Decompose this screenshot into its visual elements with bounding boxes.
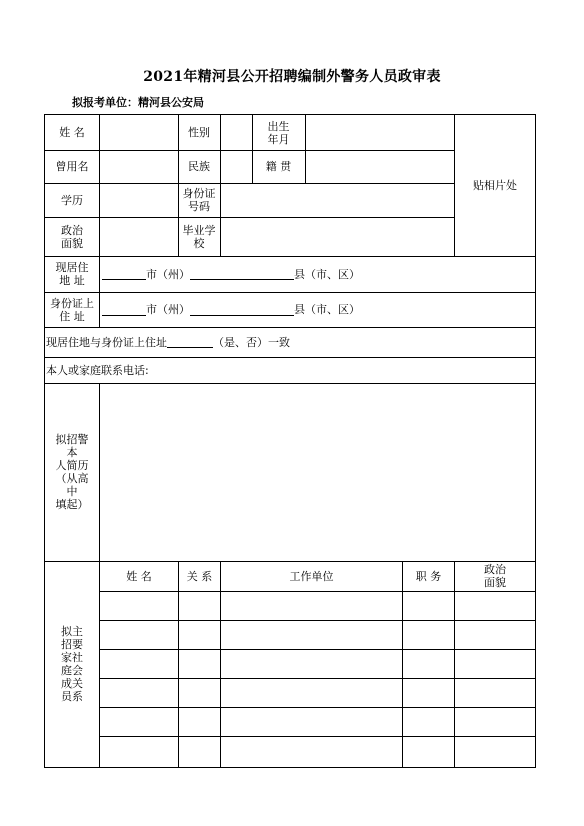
form-title: 2021年精河县公开招聘编制外警务人员政审表 xyxy=(143,69,441,85)
photo-area: 贴相片处 xyxy=(473,179,517,192)
county-suffix: 县（市、区） xyxy=(294,267,360,281)
family-row[interactable] xyxy=(100,592,535,620)
id-address-label: 身份证上 住 址 xyxy=(50,296,94,323)
id-number-label: 身份证 号码 xyxy=(182,187,216,213)
family-header-relation: 关 系 xyxy=(186,569,213,583)
address-consistency-row xyxy=(45,327,535,357)
applying-unit-label: 拟报考单位：精河县公安局 xyxy=(72,96,204,109)
gender-label: 性别 xyxy=(188,126,210,139)
county-suffix: 县（市、区） xyxy=(294,303,360,316)
id-city-blank[interactable] xyxy=(102,304,146,316)
native-place-label: 籍 贯 xyxy=(265,160,292,173)
family-header-work-unit: 工作单位 xyxy=(289,569,334,583)
family-row[interactable] xyxy=(100,679,535,707)
education-label: 学历 xyxy=(61,193,83,207)
phone-label: 本人或家庭联系电话: xyxy=(46,363,149,377)
gender-field[interactable] xyxy=(221,115,252,150)
current-county-blank[interactable] xyxy=(190,268,294,280)
current-address-field[interactable] xyxy=(100,256,535,292)
family-row[interactable] xyxy=(100,708,535,736)
resume-field[interactable] xyxy=(100,383,535,561)
id-number-field[interactable] xyxy=(221,183,454,217)
consistency-prefix: 现居住地与身份证上住址 xyxy=(46,335,167,349)
family-header-political: 政治 面貌 xyxy=(484,563,506,589)
id-address-field[interactable] xyxy=(100,292,535,327)
birth-field[interactable] xyxy=(306,115,454,150)
name-label: 姓 名 xyxy=(59,126,85,139)
native-place-field[interactable] xyxy=(306,150,454,183)
current-address-label: 现居住 地 址 xyxy=(55,261,89,287)
political-status-label: 政治 面貌 xyxy=(61,223,83,250)
birth-label: 出生 年月 xyxy=(267,119,290,146)
current-city-blank[interactable] xyxy=(102,268,146,280)
family-row[interactable] xyxy=(100,737,535,767)
city-suffix: 市（州） xyxy=(146,267,190,281)
consistency-suffix: （是、否）一致 xyxy=(213,335,290,349)
political-status-field[interactable] xyxy=(100,217,178,256)
name-field[interactable] xyxy=(100,115,178,150)
education-field[interactable] xyxy=(100,183,178,217)
id-county-blank[interactable] xyxy=(190,304,294,316)
ethnicity-field[interactable] xyxy=(221,150,252,183)
family-header-name: 姓 名 xyxy=(126,569,152,583)
family-row[interactable] xyxy=(100,650,535,678)
consistency-blank[interactable] xyxy=(167,336,213,348)
school-label: 毕业学 校 xyxy=(182,223,216,250)
ethnicity-label: 民族 xyxy=(188,160,210,173)
city-suffix: 市（州） xyxy=(146,303,190,316)
former-name-label: 曾用名 xyxy=(55,160,89,173)
family-row[interactable] xyxy=(100,621,535,649)
resume-label: 拟招警本 人简历 （从高中 填起） xyxy=(55,433,89,511)
political-review-form xyxy=(44,114,536,768)
family-header-position: 职 务 xyxy=(415,569,442,583)
former-name-field[interactable] xyxy=(100,150,178,183)
family-section-label: 拟主 招要 家社 庭会 成关 员系 xyxy=(61,625,83,703)
school-field[interactable] xyxy=(221,217,454,256)
